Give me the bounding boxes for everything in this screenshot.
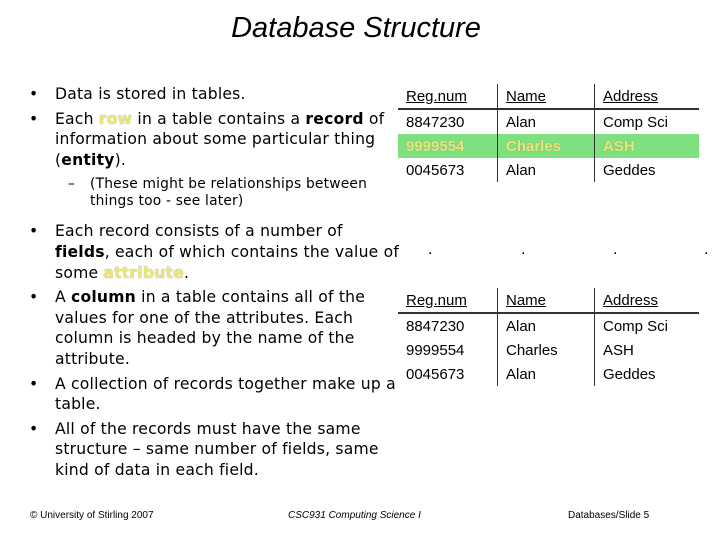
- ellipsis-dot: .: [521, 241, 526, 258]
- table-cell: 9999554: [398, 338, 498, 362]
- table-header-row: [398, 84, 699, 109]
- table-header-row: [398, 288, 699, 313]
- table-cell: Alan: [498, 313, 595, 338]
- ellipsis-dot: .: [704, 241, 709, 258]
- bullet-text: .: [183, 263, 190, 282]
- bullet-marker: •: [29, 222, 39, 241]
- bullet-item: [28, 221, 400, 283]
- records-table-top: [398, 84, 699, 182]
- bullet-marker: •: [29, 374, 39, 393]
- table-cell: 0045673: [398, 158, 498, 182]
- bullet-item: [28, 287, 400, 369]
- bullet-marker: •: [29, 109, 39, 128]
- bullet-marker: •: [29, 288, 39, 307]
- table-row: [398, 362, 699, 386]
- table-row: [398, 158, 699, 182]
- bullet-text: A: [55, 288, 72, 307]
- bullet-text: , each of which contains the value of some: [55, 242, 400, 282]
- table-cell: ASH: [603, 341, 634, 359]
- bullet-text: Each record consists of a number of: [55, 222, 343, 241]
- table-cell: Comp Sci: [603, 113, 669, 131]
- bullet-text: Each: [55, 109, 99, 128]
- keyword-entity: entity: [61, 150, 115, 169]
- table-cell: Alan: [498, 158, 595, 182]
- bullet-text: in a table contains all of the values for one of the attributes. Each column is headed by the name of the attribute.: [55, 288, 366, 368]
- footer-slide-number: Databases/Slide 5: [568, 510, 650, 521]
- header-address: Address: [595, 84, 700, 109]
- keyword-fields: fields: [55, 242, 105, 261]
- bullet-item: [28, 109, 400, 171]
- keyword-attribute: attribute: [103, 263, 184, 282]
- sub-bullet-item: [28, 176, 400, 210]
- header-regnum: Reg.num: [398, 288, 498, 313]
- header-regnum: Reg.num: [398, 84, 498, 109]
- table-row: [398, 109, 699, 134]
- bullet-item: [28, 419, 400, 481]
- bullet-marker: •: [29, 419, 39, 438]
- table-cell: Charles: [498, 338, 595, 362]
- table-cell: Alan: [498, 109, 595, 134]
- header-address: Address: [595, 288, 700, 313]
- sub-bullet-marker: –: [68, 176, 76, 193]
- bullet-text: ).: [114, 150, 127, 169]
- table-row: [398, 313, 699, 338]
- keyword-row: row: [98, 109, 133, 128]
- sub-bullet-text: (These might be relationships between things too - see later): [90, 176, 368, 210]
- footer-copyright: © University of Stirling 2007: [30, 510, 154, 521]
- bullet-text: of information about some particular thing (: [55, 109, 385, 169]
- table-cell: 9999554: [398, 134, 498, 158]
- records-table-bottom: [398, 288, 699, 386]
- table-row: [398, 338, 699, 362]
- ellipsis-dot: .: [428, 241, 433, 258]
- header-name: Name: [498, 84, 595, 109]
- table-row-highlighted: [398, 134, 699, 158]
- table-cell: Charles: [498, 134, 595, 158]
- slide-title: Database Structure: [231, 12, 481, 44]
- table-cell: Alan: [498, 362, 595, 386]
- keyword-record: record: [305, 109, 364, 128]
- bullet-item: [28, 374, 400, 415]
- table-cell: 0045673: [398, 362, 498, 386]
- table-cell: Comp Sci: [603, 317, 669, 335]
- table-cell: 8847230: [398, 313, 498, 338]
- bullet-text: All of the records must have the same structure – same number of fields, same kind of data in each field.: [55, 419, 379, 479]
- header-name: Name: [498, 288, 595, 313]
- table-cell: Geddes: [603, 365, 656, 383]
- keyword-column: column: [71, 288, 136, 307]
- table-cell: ASH: [595, 134, 700, 158]
- bullet-list: [28, 84, 400, 485]
- bullet-text: Data is stored in tables.: [55, 85, 246, 103]
- ellipsis-dot: .: [613, 241, 618, 258]
- bullet-text: A collection of records together make up a table.: [55, 374, 396, 414]
- bullet-marker: •: [29, 85, 39, 103]
- bullet-item: [28, 84, 400, 105]
- bullet-text: in a table contains a: [132, 109, 306, 128]
- footer-course: CSC931 Computing Science I: [288, 510, 421, 521]
- table-cell: 8847230: [398, 109, 498, 134]
- table-cell: Geddes: [603, 161, 656, 179]
